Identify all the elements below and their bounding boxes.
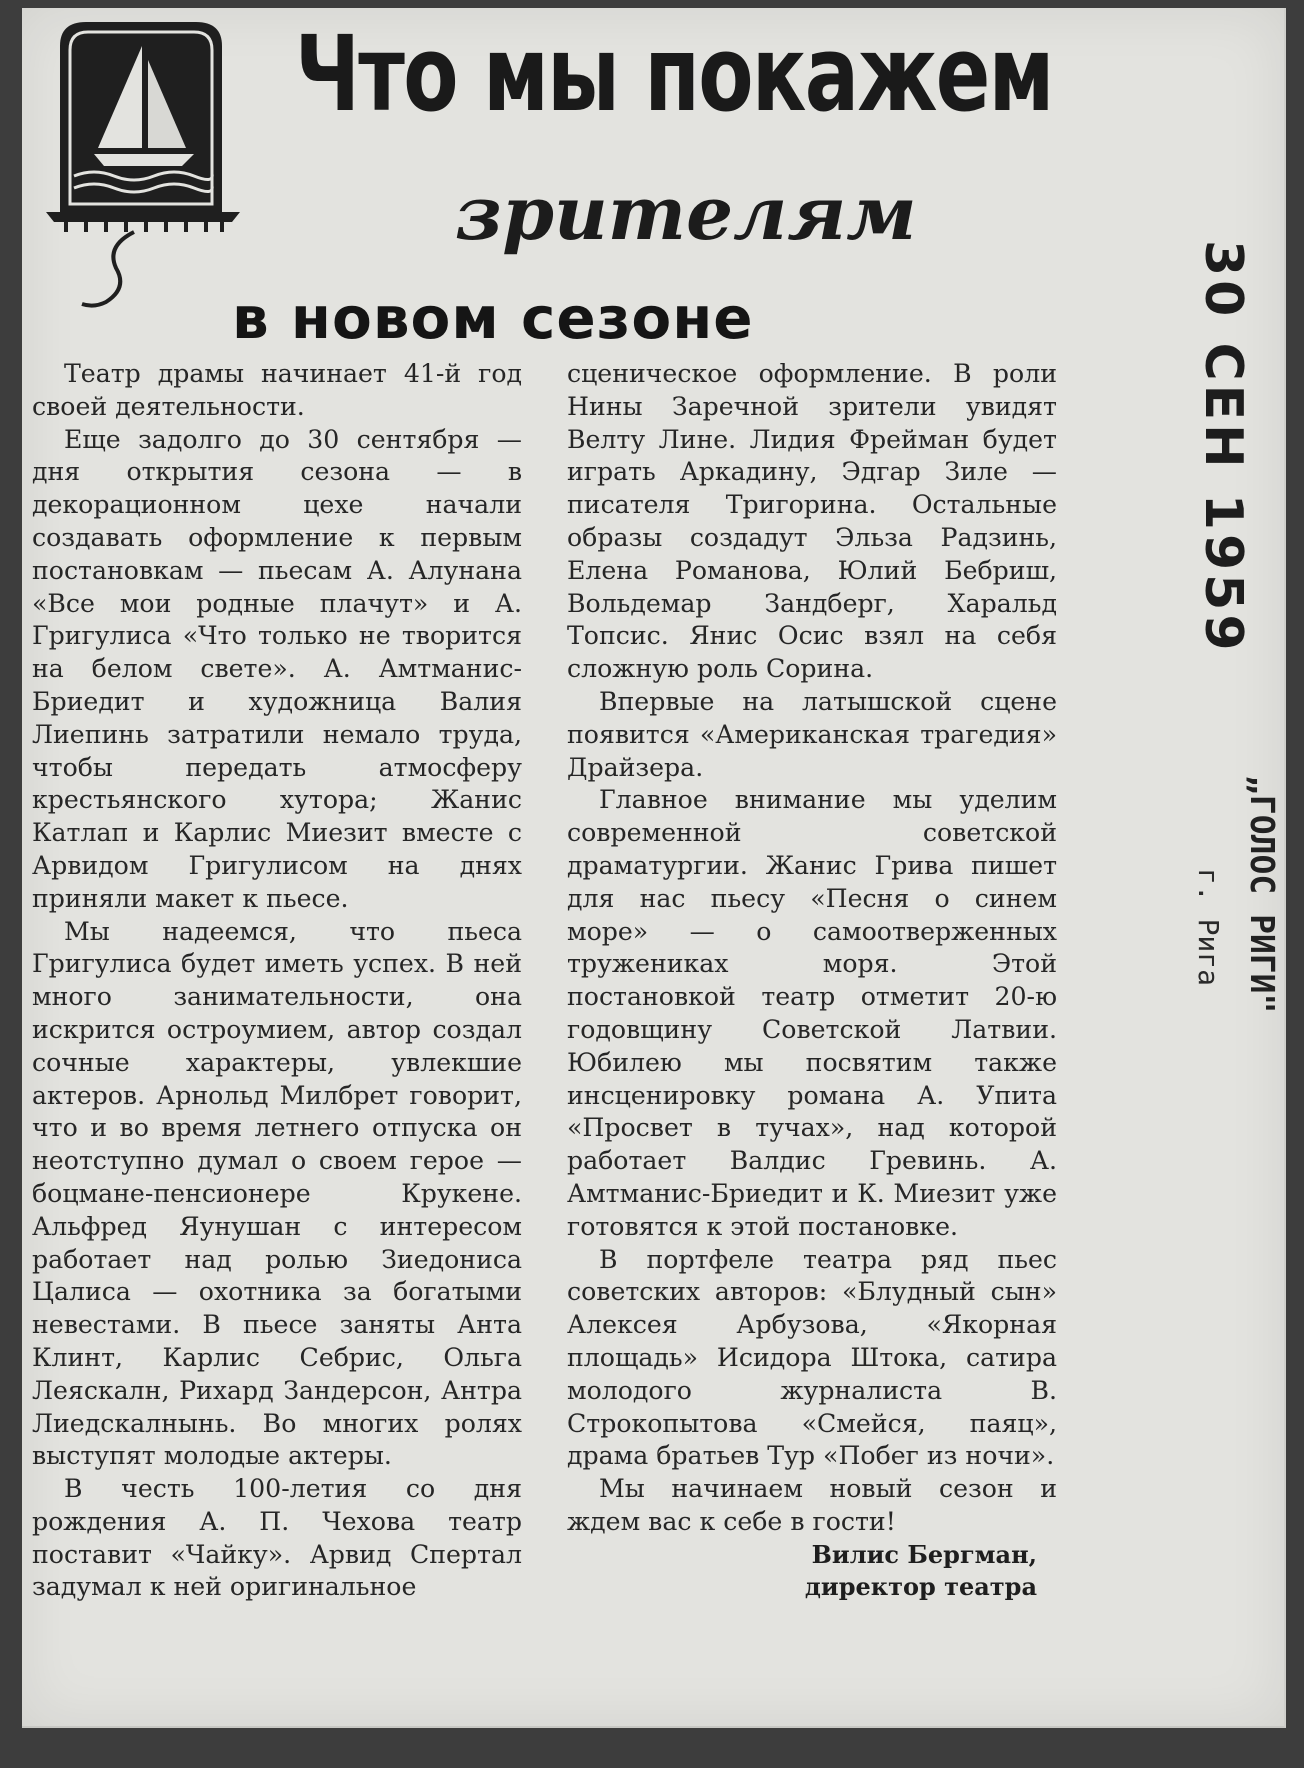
paragraph: Еще задолго до 30 сентября — дня открытия сезона — в декорационном цехе начали создавать оформление к первым постановкам — пьесам А. Алунана «Все мои родные плачут» и А. Григулиса «Что только не творится на белом свете». А. Амтманис-Бриедит и художница Валия Лиепинь затратили немало труда, чтобы передать атмосферу крестьянского хутора; Жанис Катлап и Карлис Миезит вместе с Арвидом Григулисом на днях приняли макет к пьесе. [32,424,522,913]
source-stamp-text: „ГОЛОС РИГИ" [1243,775,1282,1014]
author-name: Вилис Бергман, [811,1539,1037,1569]
source-stamp [1240,775,1284,1095]
paragraph: В честь 100-летия со дня рождения А. П. Чехова театр поставит «Чайку». Арвид Спертал задумал к ней оригинальное [32,1474,522,1602]
headline-line-1: Что мы покажем [295,13,1053,135]
paragraph: Впервые на латышской сцене появится «Американская трагедия» Драйзера. [567,686,1057,782]
author-title: директор театра [804,1571,1037,1601]
paragraph: сценическое оформление. В роли Нины Заречной зрители увидят Велту Лине. Лидия Фрейман будет играть Аркадину, Эдгар Зиле — писателя Тригорина. Остальные образы создадут Эльза Радзинь, Елена Романова, Юлий Бебриш, Вольдемар Зандберг, Харальд Топсис. Янис Осис взял на себя сложную роль Сорина. [567,359,1057,684]
city-stamp [1190,868,1226,1028]
sailboat-emblem-icon [46,16,240,326]
paragraph: Мы надеемся, что пьеса Григулиса будет иметь успех. В ней много занимательности, она искрится остроумием, автор создал сочные характеры, увлекшие актеров. Арнольд Милбрет говорит, что и во время летнего отпуска он неотступно думал о своем герое — боцмане-пенсионере Крукене. Альфред Яунушан с интересом работает над ролью Зиедониса Цалиса — охотника за богатыми невестами. В пьесе заняты Анта Клинт, Карлис Себрис, Ольга Леяскалн, Рихард Зандерсон, Антра Лиедскалнынь. Во многих ролях выступят молодые актеры. [32,916,522,1471]
city-stamp-text: г. Рига [1192,868,1225,987]
headline-line-3: в новом сезоне [232,284,754,352]
paragraph: Театр драмы начинает 41-й год своей деятельности. [32,359,522,421]
paragraph: Главное внимание мы уделим современной советской драматургии. Жанис Грива пишет для нас пьесу «Песня о синем море» — о самоотверженных тружениках моря. Этой постановкой театр отметит 20-ю годовщину Советской Латвии. Юбилею мы посвятим также инсценировку романа А. Упита «Просвет в тучах», над которой работает Валдис Гревинь. А. Амтманис-Бриедит и К. Миезит уже готовятся к этой постановке. [567,785,1057,1241]
article-column-2 [567,358,1057,1603]
date-stamp-text: 30 СЕН 1959 [1193,240,1253,655]
article-column-1 [32,358,522,1604]
headline-line-2: зрителям [455,171,917,257]
paragraph: В портфеле театра ряд пьес советских авторов: «Блудный сын» Алексея Арбузова, «Якорная площадь» Исидора Штока, сатира молодого журналиста В. Строкопытова «Смейся, паяц», драма братьев Тур «Побег из ночи». [567,1244,1057,1471]
date-stamp [1188,240,1258,655]
paragraph: Мы начинаем новый сезон и ждем вас к себе в гости! [567,1474,1057,1536]
